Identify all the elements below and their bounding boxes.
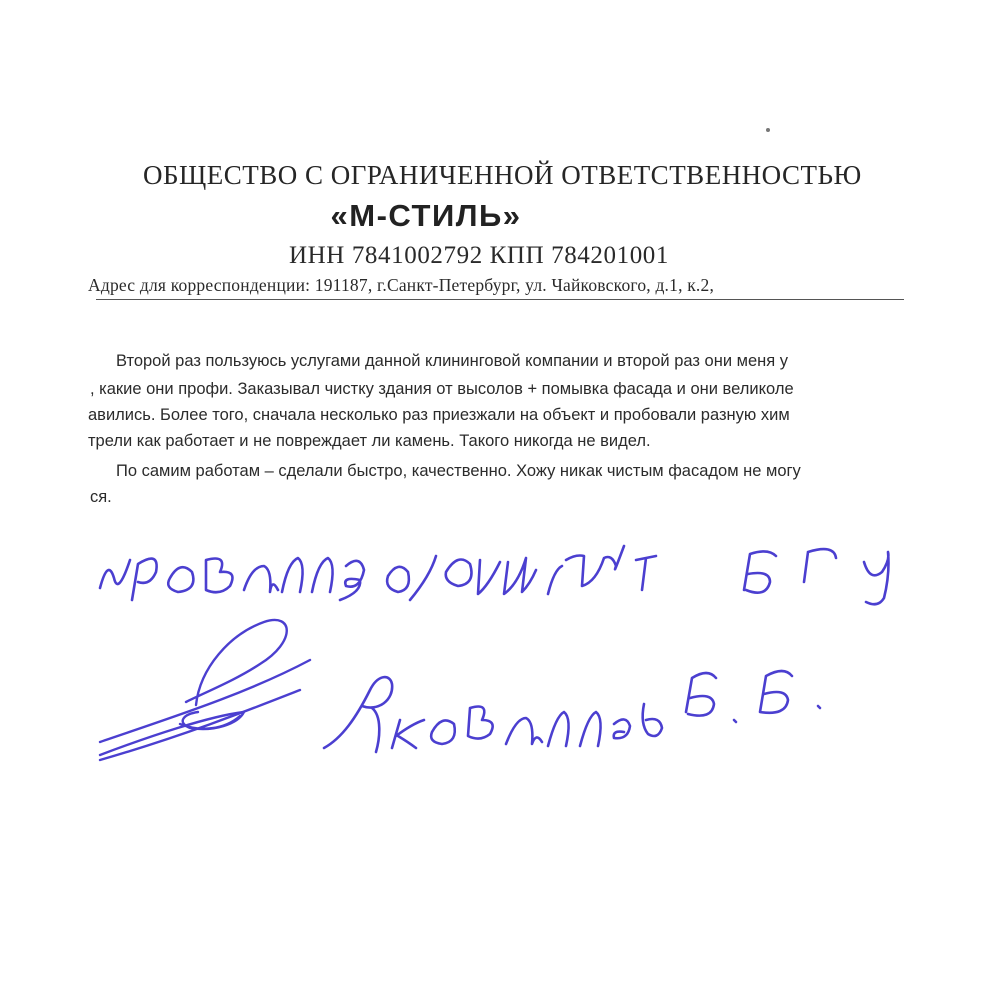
tax-ids: ИНН 7841002792 КПП 784201001 bbox=[289, 242, 669, 269]
company-brand: «М-СТИЛЬ» bbox=[330, 198, 522, 233]
correspondence-address: Адрес для корреспонденции: 191187, г.Санкт-Петербург, ул. Чайковского, д.1, к.2, bbox=[88, 275, 715, 295]
body-line: , какие они профи. Заказывал чистку здания от высолов + помывка фасада и они великоле bbox=[90, 380, 794, 398]
body-line: авились. Более того, сначала несколько раз приезжали на объект и пробовали разную хим bbox=[88, 406, 790, 424]
body-line: Второй раз пользуюсь услугами данной клининговой компании и второй раз они меня у bbox=[116, 352, 789, 370]
organization-name: ОБЩЕСТВО С ОГРАНИЧЕННОЙ ОТВЕТСТВЕННОСТЬЮ bbox=[143, 160, 862, 190]
handwritten-title bbox=[100, 546, 889, 604]
body-line: По самим работам – сделали быстро, качественно. Хожу никак чистым фасадом не могу bbox=[116, 462, 801, 480]
signature-flourish bbox=[100, 620, 310, 760]
body-line: ся. bbox=[90, 488, 112, 506]
handwritten-name bbox=[324, 671, 820, 752]
body-line: трели как работает и не повреждает ли камень. Такого никогда не видел. bbox=[88, 432, 651, 450]
